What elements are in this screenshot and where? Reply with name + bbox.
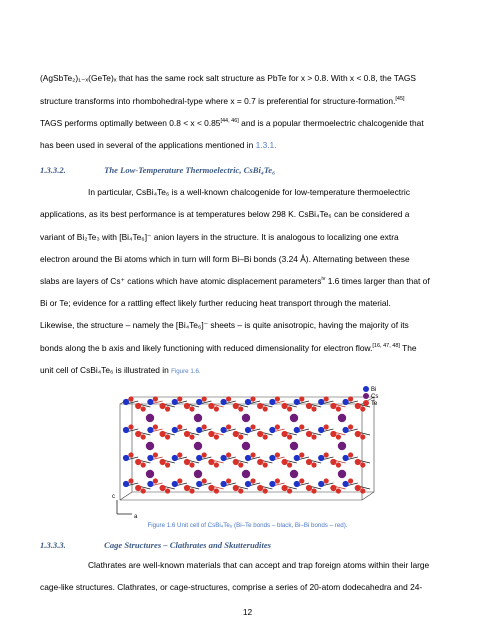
figure-link[interactable]: Figure 1.6. [171,368,201,375]
te-atom [257,403,263,409]
te-atom [153,478,158,483]
te-atom [355,459,361,465]
te-atom [202,396,207,401]
te-atom [330,459,336,465]
te-atom [184,431,190,437]
te-atom [311,406,316,411]
body-line-3: variant of Bi₂Te₃ with [Bi₄Te₆]⁻ anion layers in the structure. It is analogous to localizing one extra [40,232,399,242]
te-atom [355,431,361,437]
body-line-4: electron around the Bi atoms which in turn will form Bi–Bi bonds (3.24 Å). Alternating between these [40,254,410,264]
te-atom [226,452,231,457]
section-number: 1.3.3.2. [40,165,66,175]
te-atom [275,452,280,457]
te-atom [214,434,219,439]
body-line-2: applications, as its best performance is at temperatures below 298 K. CsBi₄Te₆ can be considered a [40,209,410,219]
bi-atom [123,399,129,405]
bi-atom [123,455,129,461]
body-line-6: Bi or Te; evidence for a rattling effect likely further reducing heat transport through the material. [40,298,391,308]
axis-c-label: c [112,494,115,500]
clathrate-line-1: Clathrates are well-known materials that can accept and trap foreign atoms within their large [88,560,430,570]
bi-atom [343,481,349,487]
crystal-structure-figure [112,382,402,520]
te-atom [208,431,214,437]
body-line-9-text: unit cell of CsBi₄Te₆ is illustrated in [40,365,172,375]
te-atom [282,485,288,491]
te-atom [299,452,304,457]
te-atom [282,459,288,465]
te-atom [275,396,280,401]
intro-line-4-text: has been used in several of the applications mentioned in [40,140,256,150]
te-atom [311,462,316,467]
legend-label-cs: Cs [371,394,379,400]
te-atom [238,434,243,439]
bi-atom [269,455,275,461]
te-atom [257,459,263,465]
te-atom [208,485,214,491]
te-atom [282,403,288,409]
citation: [44, 46] [220,118,239,125]
intro-line-2 [40,96,405,106]
te-atom [177,452,182,457]
te-atom [160,459,166,465]
axis-a-label: a [134,514,138,520]
te-atom [165,462,170,467]
te-atom [202,452,207,457]
intro-line-3-tail: and is a popular thermoelectric chalcogenide that [238,118,424,128]
te-atom [348,452,353,457]
bi-atom [343,427,349,433]
cs-atom [338,442,346,450]
te-atom [153,452,158,457]
cs-atom [194,442,202,450]
te-atom [214,462,219,467]
te-atom [202,424,207,429]
section-heading-1-3-3-3 [40,540,271,550]
bi-atom [294,455,300,461]
te-atom [330,431,336,437]
te-atom [330,403,336,409]
bi-atom [147,399,153,405]
te-atom [299,424,304,429]
te-atom [233,403,239,409]
te-atom [128,478,133,483]
intro-line-1: (AgSbTe₂)₁₋ₓ(GeTe)ₓ that has the same rock salt structure as PbTe for x > 0.8. With x < 0.8, the TAGS [40,73,416,83]
te-atom [233,485,239,491]
bi-atom [221,455,227,461]
bi-atom [269,427,275,433]
atoms [123,396,366,493]
legend-label-bi: Bi [371,387,377,393]
cs-atom [290,414,298,422]
te-atom [128,424,133,429]
citation: [45] [395,96,405,103]
te-atom [238,406,243,411]
te-atom [324,452,329,457]
te-atom [360,434,365,439]
cs-atom [290,470,298,478]
te-atom [189,406,194,411]
te-atom [135,459,141,465]
te-atom [141,406,146,411]
te-atom [153,396,158,401]
legend-swatch-bi [363,386,369,392]
te-atom [287,406,292,411]
bi-atom [196,481,202,487]
section-number: 1.3.3.3. [40,540,66,550]
cs-atom [242,470,250,478]
te-atom [360,488,365,493]
footnote-mark[interactable]: iv [321,276,326,283]
bi-atom [269,399,275,405]
intro-line-2-text: structure transforms into rhombohedral-type where x = 0.7 is preferential for structure-formation. [40,96,396,106]
te-atom [233,431,239,437]
te-atom [165,488,170,493]
legend-swatch-te [363,400,369,406]
bi-atom [245,399,251,405]
citation: [16, 47, 48] [372,343,400,350]
page-number: 12 [242,607,253,617]
bi-atom [172,399,178,405]
bi-atom [196,427,202,433]
body-line-7: Likewise, the structure – namely the [Bi₄Te₆]⁻ sheets – is quite anisotropic, having the majority of its [40,320,409,330]
section-title: The Low-Temperature Thermoelectric, CsBi₄Te₆ [104,165,276,175]
intro-line-4 [40,140,277,150]
axis-indicator [112,494,138,520]
te-atom [153,424,158,429]
te-atom [250,452,255,457]
te-atom [135,431,141,437]
te-atom [226,396,231,401]
clathrate-line-2-visible: cage-like structures. Clathrates, or cage-structures, comprise a series of 20-atom dodecahedra and 24- [40,582,423,592]
te-atom [263,406,268,411]
cs-atom [242,442,250,450]
cs-atom [146,470,154,478]
te-atom [336,462,341,467]
te-atom [360,462,365,467]
te-atom [348,396,353,401]
bi-atom [343,455,349,461]
te-atom [299,396,304,401]
bi-atom [318,427,324,433]
te-atom [177,478,182,483]
te-atom [324,478,329,483]
te-atom [336,406,341,411]
cs-atom [290,442,298,450]
section-heading-1-3-3-2 [40,165,275,175]
te-atom [311,434,316,439]
te-atom [141,434,146,439]
bi-atom [318,455,324,461]
bi-atom [123,481,129,487]
te-atom [324,396,329,401]
body-line-5-tail: 1.6 times larger than that of [325,276,430,286]
te-atom [306,403,312,409]
bi-atom [294,399,300,405]
bi-atom [294,481,300,487]
te-atom [287,434,292,439]
te-atom [189,434,194,439]
te-atom [226,478,231,483]
te-atom [250,396,255,401]
te-atom [275,424,280,429]
te-atom [202,478,207,483]
legend-swatch-cs [363,393,369,399]
te-atom [135,403,141,409]
bi-atom [172,481,178,487]
bi-atom [221,399,227,405]
cs-atom [146,442,154,450]
bi-atom [196,455,202,461]
cs-atom [338,414,346,422]
te-atom [306,459,312,465]
bi-atom [196,399,202,405]
te-atom [189,488,194,493]
te-atom [214,488,219,493]
body-line-8-text: bonds along the b axis and likely functioning with reduced dimensionality for electron flow. [40,343,373,353]
te-atom [226,424,231,429]
bi-atom [123,427,129,433]
te-atom [324,424,329,429]
te-atom [360,406,365,411]
bi-atom [172,427,178,433]
body-line-5 [40,276,430,286]
bi-atom [294,427,300,433]
te-atom [263,434,268,439]
bi-atom [147,427,153,433]
bi-atom [245,455,251,461]
te-atom [336,488,341,493]
te-atom [184,459,190,465]
te-atom [282,431,288,437]
te-atom [287,488,292,493]
body-line-5-text: slabs are layers of Cs⁺ cations which have atomic displacement parameters [40,276,322,286]
te-atom [348,424,353,429]
cs-atom [338,470,346,478]
te-atom [135,485,141,491]
te-atom [348,478,353,483]
te-atom [355,485,361,491]
section-title: Cage Structures – Clathrates and Skutterudites [104,540,271,550]
bi-atom [318,481,324,487]
te-atom [263,462,268,467]
legend-label-te: Te [371,401,378,407]
cs-atom [242,414,250,422]
bi-atom [269,481,275,487]
te-atom [160,431,166,437]
te-atom [165,406,170,411]
te-atom [141,462,146,467]
te-atom [336,434,341,439]
cs-atom [194,470,202,478]
te-atom [208,403,214,409]
bi-atom [245,427,251,433]
te-atom [177,424,182,429]
te-atom [238,488,243,493]
bi-atom [172,455,178,461]
te-atom [257,431,263,437]
te-atom [257,485,263,491]
te-atom [208,459,214,465]
te-atom [184,485,190,491]
te-atom [160,485,166,491]
cs-atom [146,414,154,422]
te-atom [311,488,316,493]
te-atom [287,462,292,467]
bi-atom [147,481,153,487]
figure-legend [363,386,378,407]
intro-line-3 [40,118,424,128]
body-line-1: In particular, CsBi₄Te₆ is a well-known chalcogenide for low-temperature thermoelectric [88,187,410,197]
figure-caption: Figure 1.6 Unit cell of CsBi₄Te₆ (Bi–Te bonds – black, Bi–Bi bonds – red). [147,522,348,529]
te-atom [233,459,239,465]
cs-atom [194,414,202,422]
bi-atom [221,427,227,433]
te-atom [214,406,219,411]
te-atom [189,462,194,467]
section-link[interactable]: 1.3.1. [255,140,277,150]
te-atom [177,396,182,401]
te-atom [128,396,133,401]
intro-line-3-text: TAGS performs optimally between 0.8 < x < 0.85 [40,118,221,128]
te-atom [355,403,361,409]
te-atom [275,478,280,483]
te-atom [141,488,146,493]
body-line-9 [40,365,201,375]
body-line-8-tail: The [399,343,417,353]
bi-atom [343,399,349,405]
te-atom [299,478,304,483]
te-atom [306,431,312,437]
te-atom [263,488,268,493]
bi-atom [318,399,324,405]
bi-atom [147,455,153,461]
te-atom [160,403,166,409]
te-atom [250,424,255,429]
body-line-8 [40,343,417,353]
te-atom [306,485,312,491]
te-atom [330,485,336,491]
te-atom [165,434,170,439]
te-atom [128,452,133,457]
bi-atom [245,481,251,487]
te-atom [238,462,243,467]
te-atom [250,478,255,483]
te-atom [184,403,190,409]
bi-atom [221,481,227,487]
